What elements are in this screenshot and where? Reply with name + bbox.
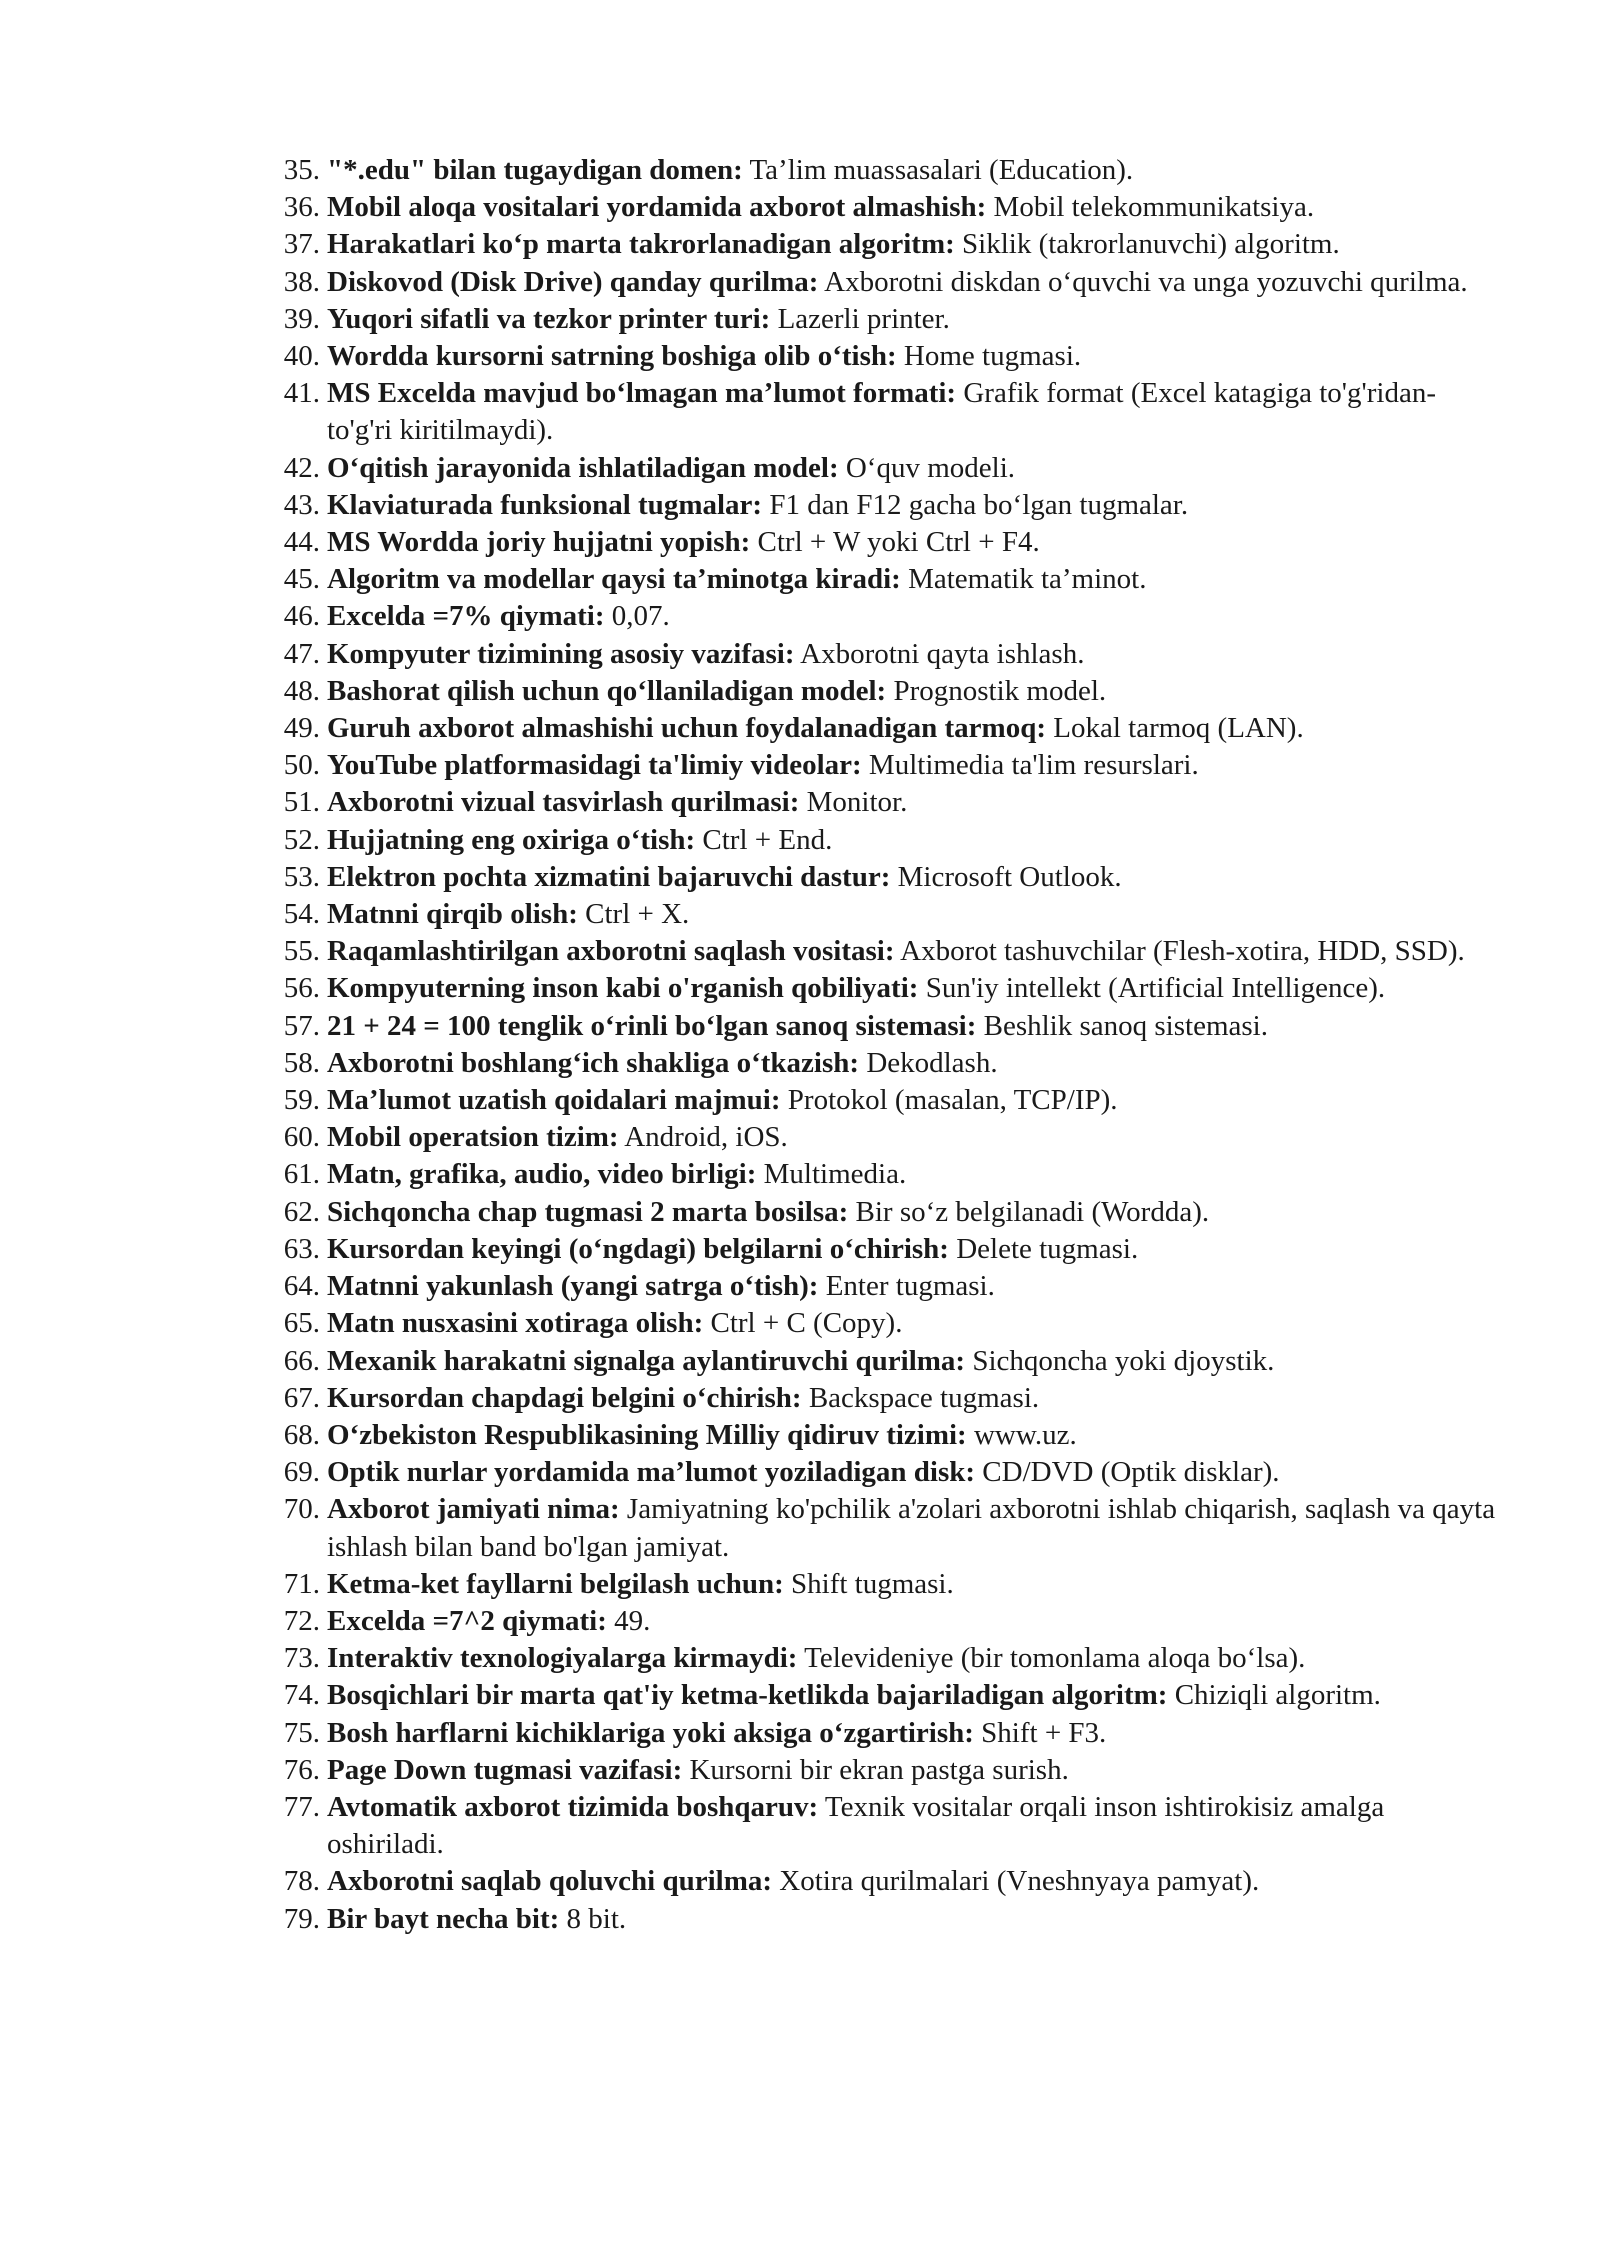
item-number: 71. [283,1567,320,1600]
item-question: Sichqoncha chap tugmasi 2 marta bosilsa: [327,1195,849,1228]
item-question: Kompyuterning inson kabi o'rganish qobiliyati: [327,972,919,1005]
list-item [270,822,1500,859]
item-answer: Enter tugmasi. [825,1270,995,1303]
list-item [270,673,1500,710]
item-number: 58. [283,1046,320,1079]
item-question: MS Excelda mavjud bo‘lmagan ma’lumot formati: [327,377,957,410]
item-question: Guruh axborot almashishi uchun foydalanadigan tarmoq: [327,712,1046,745]
item-number: 73. [283,1642,320,1675]
item-number: 77. [283,1790,320,1823]
item-answer: Texnik vositalar orqali inson ishtirokisiz amalga oshiriladi. [327,1790,1385,1861]
item-question: Mobil operatsion tizim: [327,1121,619,1154]
list-item [270,1789,1500,1863]
item-question: Optik nurlar yordamida ma’lumot yoziladigan disk: [327,1456,976,1489]
list-item [270,487,1500,524]
item-question: Mobil aloqa vositalari yordamida axborot almashish: [327,191,987,224]
item-answer: Mobil telekommunikatsiya. [993,191,1315,224]
item-question: Bosh harflarni kichiklariga yoki aksiga o‘zgartirish: [327,1716,974,1749]
item-answer: Android, iOS. [624,1121,788,1154]
list-item [270,1082,1500,1119]
item-question: Bashorat qilish uchun qo‘llaniladigan model: [327,674,887,707]
item-number: 39. [283,302,320,335]
item-question: Ketma-ket fayllarni belgilash uchun: [327,1567,784,1600]
item-number: 55. [283,935,320,968]
question-answer-list [270,152,1500,1938]
item-answer: Matematik ta’minot. [908,563,1147,596]
item-question: Matn nusxasini xotiraga olish: [327,1307,704,1340]
item-answer: Home tugmasi. [903,340,1082,373]
item-question: Mexanik harakatni signalga aylantiruvchi qurilma: [327,1344,966,1377]
item-question: Matn, grafika, audio, video birligi: [327,1158,757,1191]
item-number: 69. [283,1456,320,1489]
item-number: 38. [283,265,320,298]
item-answer: Grafik format (Excel katagiga to'g'ridan-to'g'ri kiritilmaydi). [327,377,1436,447]
list-item [270,152,1500,189]
item-question: Klaviaturada funksional tugmalar: [327,488,763,521]
item-number: 72. [283,1604,320,1637]
item-answer: Xotira qurilmalari (Vneshnyaya pamyat). [779,1865,1260,1898]
item-answer: Ta’lim muassasalari (Education). [749,154,1134,186]
list-item [270,1715,1500,1752]
list-item [270,338,1500,375]
item-question: MS Wordda joriy hujjatni yopish: [327,526,751,559]
item-question: 21 + 24 = 100 tenglik o‘rinli bo‘lgan sanoq sistemasi: [327,1009,977,1042]
item-number: 43. [283,488,320,521]
list-item [270,1640,1500,1677]
list-item [270,264,1500,301]
item-answer: Backspace tugmasi. [808,1381,1040,1414]
list-item [270,226,1500,263]
list-item [270,784,1500,821]
list-item [270,859,1500,896]
item-question: Raqamlashtirilgan axborotni saqlash vositasi: [327,935,895,968]
item-number: 74. [283,1679,320,1712]
item-answer: Ctrl + End. [702,823,833,856]
item-question: Page Down tugmasi vazifasi: [327,1753,683,1786]
item-question: Algoritm va modellar qaysi ta’minotga kiradi: [327,563,901,596]
item-number: 63. [283,1232,320,1265]
item-answer: Multimedia. [763,1158,907,1191]
list-item [270,1491,1500,1565]
list-item [270,1566,1500,1603]
list-item [270,1119,1500,1156]
item-question: Diskovod (Disk Drive) qanday qurilma: [327,265,819,298]
item-number: 76. [283,1753,320,1786]
item-answer: Axborot tashuvchilar (Flesh-xotira, HDD, SSD). [900,935,1465,968]
item-answer: Ctrl + C (Copy). [710,1307,903,1340]
list-item [270,970,1500,1007]
item-question: O‘zbekiston Respublikasining Milliy qidiruv tizimi: [327,1418,967,1451]
item-answer: Chiziqli algoritm. [1174,1679,1381,1712]
item-answer: Televideniye (bir tomonlama aloqa bo‘lsa). [804,1642,1306,1675]
item-number: 75. [283,1716,320,1749]
item-question: O‘qitish jarayonida ishlatiladigan model: [327,451,839,484]
item-number: 65. [283,1307,320,1340]
item-question: "*.edu" bilan tugaydigan domen: [327,154,743,186]
item-number: 62. [283,1195,320,1228]
item-question: Elektron pochta xizmatini bajaruvchi dastur: [327,860,891,893]
item-number: 51. [283,786,320,819]
list-item [270,561,1500,598]
item-question: Axborotni boshlang‘ich shakliga o‘tkazish: [327,1046,860,1079]
item-number: 42. [283,451,320,484]
item-answer: Protokol (masalan, TCP/IP). [787,1084,1118,1117]
item-answer: Kursorni bir ekran pastga surish. [689,1753,1069,1786]
item-answer: CD/DVD (Optik disklar). [982,1456,1280,1489]
item-answer: Dekodlash. [866,1046,998,1079]
list-item [270,1231,1500,1268]
item-number: 68. [283,1418,320,1451]
item-number: 66. [283,1344,320,1377]
list-item [270,301,1500,338]
item-number: 53. [283,860,320,893]
item-question: YouTube platformasidagi ta'limiy videolar: [327,749,862,782]
list-item [270,450,1500,487]
item-question: Axborot jamiyati nima: [327,1493,620,1526]
item-question: Bir bayt necha bit: [327,1902,560,1935]
item-number: 52. [283,823,320,856]
item-number: 41. [283,377,320,410]
item-question: Hujjatning eng oxiriga o‘tish: [327,823,696,856]
list-item [270,1008,1500,1045]
item-question: Avtomatik axborot tizimida boshqaruv: [327,1790,819,1823]
item-answer: Monitor. [806,786,908,819]
item-answer: Lokal tarmoq (LAN). [1053,712,1304,745]
item-number: 79. [283,1902,320,1935]
list-item [270,1194,1500,1231]
item-answer: Lazerli printer. [777,302,950,335]
list-item [270,1343,1500,1380]
item-question: Matnni yakunlash (yangi satrga o‘tish): [327,1270,819,1303]
item-question: Matnni qirqib olish: [327,898,578,931]
item-question: Axborotni vizual tasvirlash qurilmasi: [327,786,800,819]
item-number: 61. [283,1158,320,1191]
item-number: 59. [283,1084,320,1117]
item-number: 56. [283,972,320,1005]
list-item [270,1380,1500,1417]
item-answer: Axborotni diskdan o‘quvchi va unga yozuvchi qurilma. [824,265,1468,298]
item-question: Axborotni saqlab qoluvchi qurilma: [327,1865,773,1898]
list-item [270,747,1500,784]
item-number: 46. [283,600,320,633]
item-question: Kursordan keyingi (o‘ngdagi) belgilarni o‘chirish: [327,1232,949,1265]
item-question: Interaktiv texnologiyalarga kirmaydi: [327,1642,798,1675]
item-answer: Jamiyatning ko'pchilik a'zolari axborotni ishlab chiqarish, saqlash va qayta ishlash bilan band bo'lgan jamiyat. [327,1493,1496,1563]
list-item [270,1901,1500,1938]
item-answer: O‘quv modeli. [845,451,1016,484]
list-item [270,1417,1500,1454]
list-item [270,1156,1500,1193]
item-question: Kursordan chapdagi belgini o‘chirish: [327,1381,802,1414]
item-answer: Shift tugmasi. [791,1567,954,1600]
item-answer: Beshlik sanoq sistemasi. [983,1009,1268,1042]
item-number: 49. [283,712,320,745]
item-answer: 49. [614,1604,651,1637]
item-answer: F1 dan F12 gacha bo‘lgan tugmalar. [769,488,1189,521]
list-item [270,1268,1500,1305]
item-answer: Prognostik model. [893,674,1107,707]
item-answer: Siklik (takrorlanuvchi) algoritm. [962,228,1340,261]
list-item [270,1752,1500,1789]
list-item [270,1677,1500,1714]
item-answer: 8 bit. [566,1902,627,1935]
item-number: 57. [283,1009,320,1042]
item-number: 70. [283,1493,320,1526]
list-item [270,1603,1500,1640]
item-answer: Bir so‘z belgilanadi (Wordda). [855,1195,1210,1228]
item-question: Wordda kursorni satrning boshiga olib o‘tish: [327,340,897,373]
item-question: Excelda =7^2 qiymati: [327,1604,607,1637]
item-number: 50. [283,749,320,782]
item-question: Yuqori sifatli va tezkor printer turi: [327,302,771,335]
item-answer: Ctrl + W yoki Ctrl + F4. [757,526,1040,559]
item-answer: Sun'iy intellekt (Artificial Intelligence). [925,972,1386,1005]
item-number: 47. [283,637,320,670]
list-item [270,598,1500,635]
list-item [270,636,1500,673]
item-number: 64. [283,1270,320,1303]
list-item [270,1045,1500,1082]
item-number: 78. [283,1865,320,1898]
item-number: 54. [283,898,320,931]
list-item [270,375,1500,449]
item-number: 45. [283,563,320,596]
item-question: Kompyuter tizimining asosiy vazifasi: [327,637,795,670]
item-answer: Axborotni qayta ishlash. [800,637,1085,670]
item-answer: www.uz. [973,1418,1077,1451]
item-answer: Shift + F3. [981,1716,1107,1749]
list-item [270,896,1500,933]
item-answer: Multimedia ta'lim resurslari. [868,749,1199,782]
item-answer: Microsoft Outlook. [897,860,1122,893]
list-item [270,1454,1500,1491]
item-answer: 0,07. [611,600,670,633]
item-question: Bosqichlari bir marta qat'iy ketma-ketlikda bajariladigan algoritm: [327,1679,1168,1712]
item-number: 35. [283,154,320,186]
item-question: Harakatlari ko‘p marta takrorlanadigan algoritm: [327,228,955,261]
item-answer: Sichqoncha yoki djoystik. [972,1344,1275,1377]
list-item [270,1863,1500,1900]
list-item [270,1305,1500,1342]
item-number: 60. [283,1121,320,1154]
item-number: 67. [283,1381,320,1414]
item-number: 37. [283,228,320,261]
list-item [270,524,1500,561]
item-question: Excelda =7% qiymati: [327,600,605,633]
list-item [270,710,1500,747]
item-answer: Ctrl + X. [585,898,690,931]
item-answer: Delete tugmasi. [956,1232,1139,1265]
item-number: 36. [283,191,320,224]
item-question: Ma’lumot uzatish qoidalari majmui: [327,1084,781,1117]
list-item [270,189,1500,226]
item-number: 44. [283,526,320,559]
item-number: 48. [283,674,320,707]
list-item [270,933,1500,970]
item-number: 40. [283,340,320,373]
